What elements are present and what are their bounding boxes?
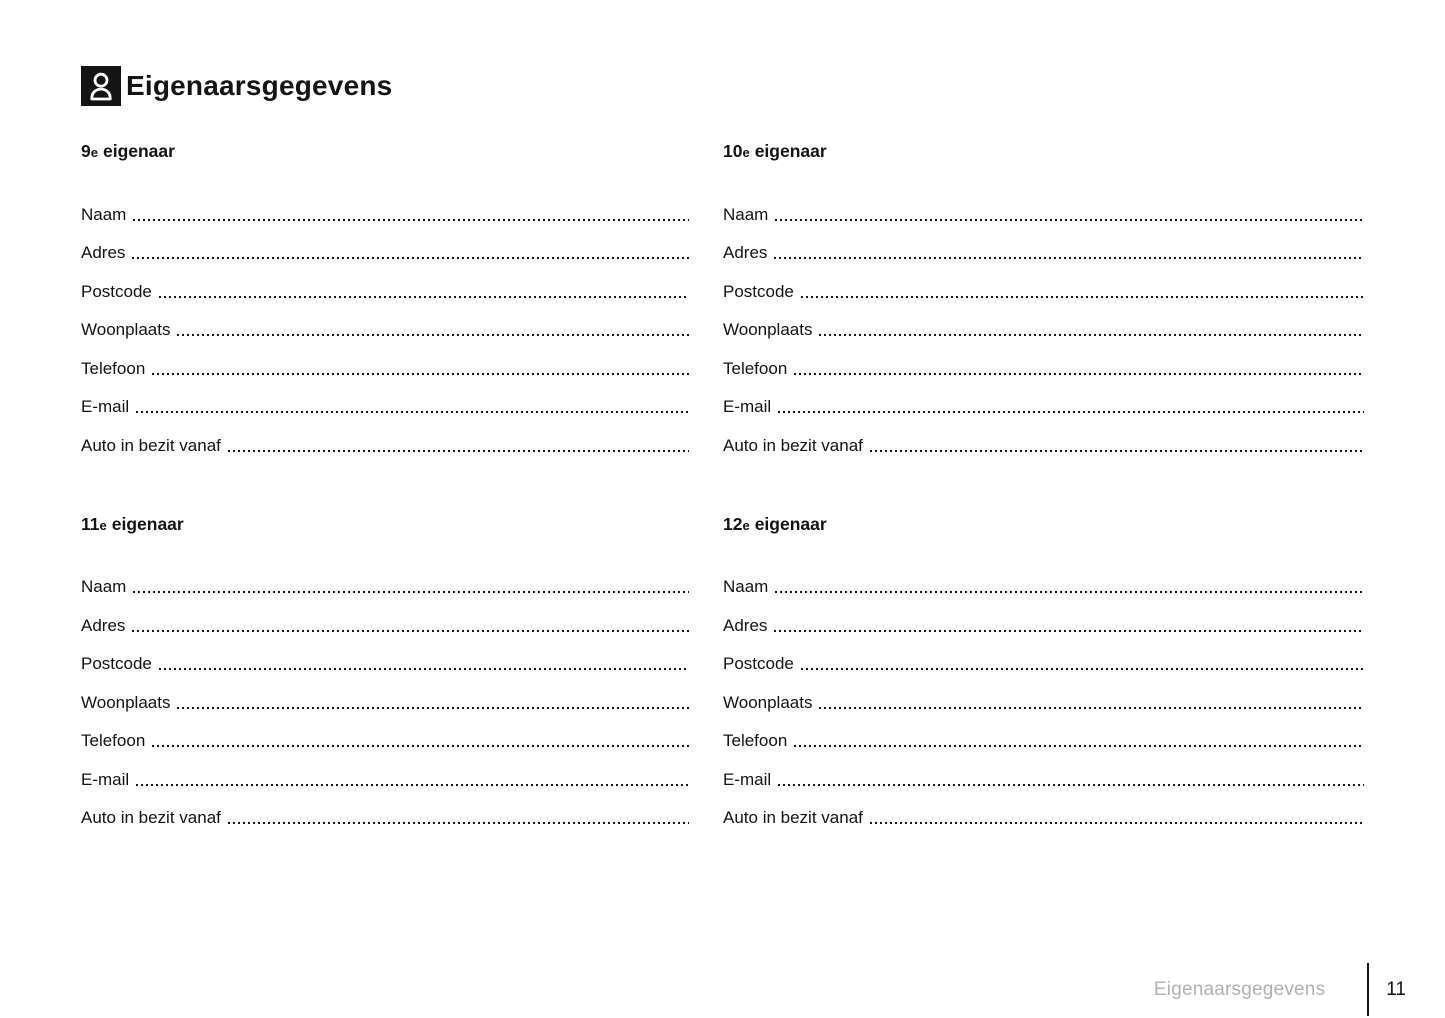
field-rows — [723, 559, 1366, 829]
form-field-row — [81, 417, 691, 456]
dotted-line — [152, 373, 689, 375]
field-label: Adres — [723, 243, 768, 262]
section-title — [81, 512, 691, 538]
dotted-line — [136, 784, 689, 786]
footer-section-label: Eigenaarsgegevens — [1153, 978, 1326, 1000]
field-label: Adres — [81, 615, 126, 635]
dotted-line — [801, 668, 1364, 670]
form-field-row — [723, 751, 1366, 790]
field-label: Naam — [723, 577, 769, 596]
dotted-line — [133, 591, 689, 593]
form-field-row — [723, 636, 1366, 675]
section-title — [723, 139, 1366, 165]
dotted-line — [819, 707, 1364, 709]
page-title: Eigenaarsgegevens — [126, 70, 393, 101]
form-field-row — [723, 674, 1366, 713]
dotted-line — [177, 707, 689, 709]
field-label: Woonplaats — [81, 692, 171, 712]
field-rows — [723, 186, 1366, 456]
dotted-line — [778, 411, 1364, 413]
field-label: Auto in bezit vanaf — [723, 808, 863, 827]
owner-ordinal: 10 — [723, 141, 743, 161]
form-field-row — [723, 713, 1366, 752]
owner-sections — [81, 139, 1445, 828]
person-icon — [81, 66, 121, 106]
form-field-row — [723, 340, 1366, 379]
section-title-word: eigenaar — [102, 141, 175, 161]
field-label: Telefoon — [81, 731, 146, 750]
form-field-row — [81, 713, 691, 752]
field-rows — [81, 559, 691, 829]
form-field-row — [723, 417, 1366, 456]
form-field-row — [723, 302, 1366, 341]
section-title — [81, 139, 691, 165]
form-field-row — [81, 379, 691, 418]
dotted-line — [794, 745, 1364, 747]
field-label: Woonplaats — [723, 320, 813, 339]
field-label: E-mail — [81, 397, 130, 416]
field-label: Postcode — [723, 281, 794, 301]
form-field-row — [723, 597, 1366, 636]
dotted-line — [159, 296, 689, 298]
dotted-line — [870, 450, 1364, 452]
dotted-line — [775, 591, 1364, 593]
field-label: Postcode — [81, 654, 152, 673]
form-field-row — [81, 790, 691, 829]
field-label: Telefoon — [723, 731, 788, 750]
dotted-line — [819, 334, 1364, 336]
form-field-row — [81, 225, 691, 264]
page-number: 11 — [1386, 978, 1406, 1000]
field-label: Woonplaats — [723, 692, 813, 712]
dotted-line — [870, 822, 1364, 824]
owner-section — [723, 139, 1366, 456]
owner-section — [81, 139, 691, 456]
field-label: E-mail — [723, 397, 772, 416]
form-field-row — [723, 559, 1366, 598]
field-label: Naam — [81, 204, 127, 224]
page-header — [81, 66, 1445, 106]
field-label: E-mail — [81, 769, 130, 789]
owner-ordinal: 9 — [81, 141, 91, 161]
field-label: Postcode — [723, 654, 794, 673]
field-label: E-mail — [723, 769, 772, 789]
owner-section — [81, 512, 691, 829]
section-title — [723, 512, 1366, 538]
field-label: Woonplaats — [81, 320, 171, 339]
dotted-line — [159, 668, 689, 670]
field-label: Naam — [81, 577, 127, 596]
form-field-row — [81, 263, 691, 302]
field-label: Auto in bezit vanaf — [723, 435, 863, 455]
dotted-line — [133, 219, 689, 221]
dotted-line — [177, 334, 689, 336]
form-field-row — [723, 379, 1366, 418]
dotted-line — [775, 219, 1364, 221]
section-title-word: eigenaar — [754, 513, 827, 534]
field-label: Telefoon — [723, 358, 788, 378]
owner-ordinal-suffix: e — [742, 517, 750, 533]
form-field-row — [81, 559, 691, 598]
form-field-row — [723, 186, 1366, 225]
form-field-row — [723, 225, 1366, 264]
field-label: Telefoon — [81, 358, 146, 378]
dotted-line — [132, 257, 689, 259]
owner-ordinal: 11 — [81, 513, 100, 534]
field-label: Naam — [723, 204, 769, 224]
dotted-line — [778, 784, 1364, 786]
form-field-row — [81, 340, 691, 379]
owner-ordinal-suffix: e — [90, 145, 98, 160]
dotted-line — [132, 630, 689, 632]
section-title-word: eigenaar — [754, 141, 827, 161]
dotted-line — [228, 822, 689, 824]
dotted-line — [152, 745, 689, 747]
field-label: Postcode — [81, 281, 152, 301]
form-field-row — [81, 302, 691, 341]
dotted-line — [774, 630, 1364, 632]
owner-ordinal-suffix: e — [742, 145, 750, 160]
field-label: Adres — [723, 615, 768, 635]
owner-ordinal-suffix: e — [99, 517, 107, 533]
form-field-row — [723, 263, 1366, 302]
form-field-row — [81, 674, 691, 713]
dotted-line — [774, 257, 1364, 259]
form-field-row — [81, 597, 691, 636]
page-footer — [1154, 963, 1406, 1016]
field-rows — [81, 186, 691, 456]
section-title-word: eigenaar — [111, 513, 184, 534]
owner-ordinal: 12 — [723, 513, 743, 534]
form-field-row — [81, 751, 691, 790]
field-label: Adres — [81, 243, 126, 262]
form-field-row — [81, 186, 691, 225]
dotted-line — [228, 450, 689, 452]
field-label: Auto in bezit vanaf — [81, 435, 221, 455]
field-label: Auto in bezit vanaf — [81, 808, 221, 827]
form-field-row — [723, 790, 1366, 829]
form-field-row — [81, 636, 691, 675]
dotted-line — [801, 296, 1364, 298]
dotted-line — [794, 373, 1364, 375]
dotted-line — [136, 411, 689, 413]
footer-divider — [1367, 963, 1369, 1016]
owner-section — [723, 512, 1366, 829]
